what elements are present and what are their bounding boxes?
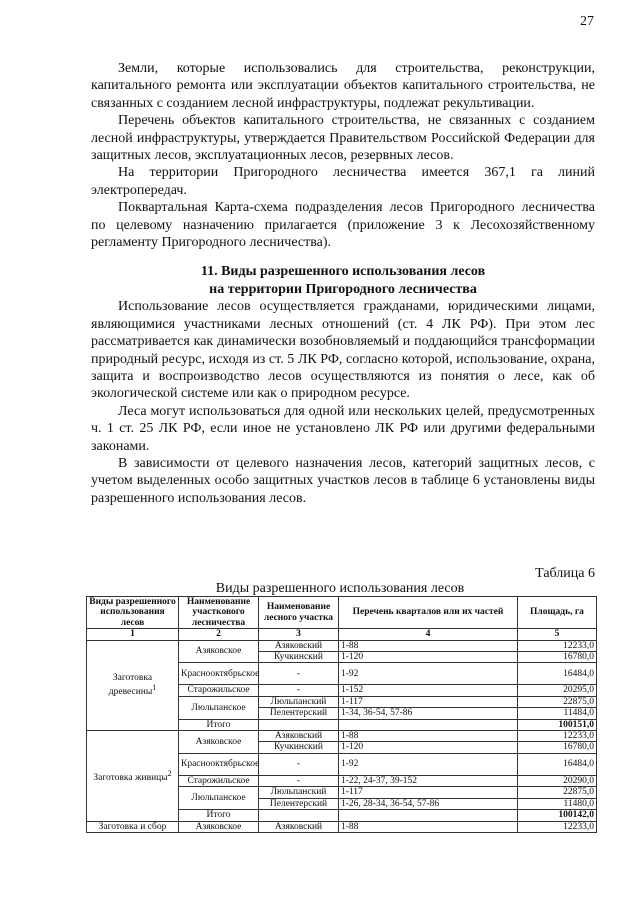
empty-cell	[259, 719, 339, 730]
plot-cell: -	[259, 685, 339, 696]
footnote-mark: 2	[167, 768, 172, 778]
total-label: Итого	[179, 810, 259, 821]
table-label: Таблица 6	[535, 566, 595, 581]
forestry-cell: Краснооктябрьское	[179, 663, 259, 685]
quarters-cell: 1-26, 28-34, 36-54, 57-86	[339, 798, 518, 809]
quarters-cell: 1-88	[339, 640, 518, 651]
paragraph: Леса могут использоваться для одной или нескольких целей, предусмотренных ч. 1 ст. 25 ЛК РФ, если иное не установлено ЛК РФ или другими федеральными законами.	[91, 403, 595, 454]
quarters-cell: 1-88	[339, 821, 518, 832]
plot-cell: Пелентерский	[259, 798, 339, 809]
paragraph: Перечень объектов капитального строительства, не связанных с созданием лесной инфраструктуры, утверждается Правительством Российской Федерации для защитных лесов, эксплуатационных лесов, резервных лесов.	[91, 113, 595, 164]
quarters-cell: 1-120	[339, 742, 518, 753]
plot-cell: Кучкинский	[259, 742, 339, 753]
paragraph: Поквартальная Карта-схема подразделения лесов Пригородного лесничества по целевому назначению прилагается (приложение 3 к Лесохозяйственному регламенту Пригородного лесничества).	[91, 200, 595, 251]
column-number: 4	[339, 629, 518, 640]
quarters-cell: 1-117	[339, 696, 518, 707]
column-header: Площадь, га	[518, 597, 597, 629]
area-cell: 11484,0	[518, 708, 597, 719]
quarters-cell: 1-92	[339, 753, 518, 775]
total-area: 100142,0	[518, 810, 597, 821]
plot-cell: Пелентерский	[259, 708, 339, 719]
area-cell: 20295,0	[518, 685, 597, 696]
section-heading	[91, 263, 595, 298]
plot-cell: Азяковский	[259, 821, 339, 832]
plot-cell: -	[259, 753, 339, 775]
forestry-cell: Азяковское	[179, 640, 259, 663]
total-area: 100151,0	[518, 719, 597, 730]
usage-type-cell	[87, 640, 179, 730]
table-header-row	[87, 597, 597, 629]
empty-cell	[339, 719, 518, 730]
area-cell: 12233,0	[518, 731, 597, 742]
area-cell: 22875,0	[518, 696, 597, 707]
column-number: 5	[518, 629, 597, 640]
section-heading-line: 11. Виды разрешенного использования лесов	[200, 264, 486, 280]
area-cell: 11480,0	[518, 798, 597, 809]
footnote-mark: 1	[152, 683, 157, 693]
area-cell: 12233,0	[518, 640, 597, 651]
plot-cell: -	[259, 663, 339, 685]
usage-type: Заготовка живицы	[93, 772, 168, 783]
table-row	[87, 640, 597, 651]
area-cell: 20290,0	[518, 775, 597, 786]
plot-cell: Люльпанский	[259, 696, 339, 707]
plot-cell: Кучкинский	[259, 652, 339, 663]
page-number: 27	[580, 14, 594, 29]
total-label: Итого	[179, 719, 259, 730]
column-header: Наименование лесного участка	[259, 597, 339, 629]
area-cell: 16484,0	[518, 663, 597, 685]
plot-cell: Люльпанский	[259, 787, 339, 798]
area-cell: 16780,0	[518, 652, 597, 663]
forestry-cell: Азяковское	[179, 821, 259, 832]
forestry-cell: Азяковское	[179, 731, 259, 754]
quarters-cell: 1-92	[339, 663, 518, 685]
column-number: 1	[87, 629, 179, 640]
forestry-cell: Старожильское	[179, 775, 259, 786]
table-title: Виды разрешенного использования лесов	[215, 581, 465, 596]
column-header: Наименование участкового лесничества	[179, 597, 259, 629]
usage-type: Заготовка древесины	[108, 672, 153, 698]
area-cell: 22875,0	[518, 787, 597, 798]
quarters-cell: 1-117	[339, 787, 518, 798]
forestry-cell: Старожильское	[179, 685, 259, 696]
paragraph: Земли, которые использовались для строительства, реконструкции, капитального ремонта или эксплуатации объектов капитального строительства, не связанных с созданием лесной инфраструктуры, подлежат рекультивации.	[91, 61, 595, 111]
area-cell: 16780,0	[518, 742, 597, 753]
table-row	[87, 731, 597, 742]
forestry-cell: Люльпанское	[179, 787, 259, 810]
plot-cell: -	[259, 775, 339, 786]
document-body	[91, 60, 595, 507]
forestry-cell: Краснооктябрьское	[179, 753, 259, 775]
column-header: Перечень кварталов или их частей	[339, 597, 518, 629]
area-cell: 16484,0	[518, 753, 597, 775]
usage-table	[86, 596, 597, 833]
quarters-cell: 1-120	[339, 652, 518, 663]
forestry-cell: Люльпанское	[179, 696, 259, 719]
quarters-cell: 1-88	[339, 731, 518, 742]
column-header: Виды разрешенного использования лесов	[87, 597, 179, 629]
quarters-cell: 1-22, 24-37, 39-152	[339, 775, 518, 786]
table-row	[87, 821, 597, 832]
usage-type-cell: Заготовка и сбор	[87, 821, 179, 832]
column-number: 2	[179, 629, 259, 640]
usage-type-cell	[87, 731, 179, 821]
area-cell: 12233,0	[518, 821, 597, 832]
empty-cell	[339, 810, 518, 821]
paragraph: В зависимости от целевого назначения лесов, категорий защитных лесов, с учетом выделенных особо защитных участков лесов в таблице 6 установлены виды разрешенного использования лесов.	[91, 455, 595, 506]
paragraph: На территории Пригородного лесничества имеется 367,1 га линий электропередач.	[91, 165, 595, 198]
plot-cell: Азяковский	[259, 640, 339, 651]
quarters-cell: 1-34, 36-54, 57-86	[339, 708, 518, 719]
plot-cell: Азяковский	[259, 731, 339, 742]
section-heading-line: на территории Пригородного лесничества	[209, 281, 477, 297]
quarters-cell: 1-152	[339, 685, 518, 696]
column-number-row	[87, 629, 597, 640]
empty-cell	[259, 810, 339, 821]
column-number: 3	[259, 629, 339, 640]
paragraph: Использование лесов осуществляется гражданами, юридическими лицами, являющимися участниками лесных отношений (ст. 4 ЛК РФ). При этом лес рассматривается как динамически возобновляемый и поддающийся трансформации природный ресурс, исходя из ст. 5 ЛК РФ, согласно которой, использование, охрана, защита и воспроизводство лесов осуществляются из понятия о лесе, как об экологической системе или как о природном ресурсе.	[91, 299, 595, 402]
